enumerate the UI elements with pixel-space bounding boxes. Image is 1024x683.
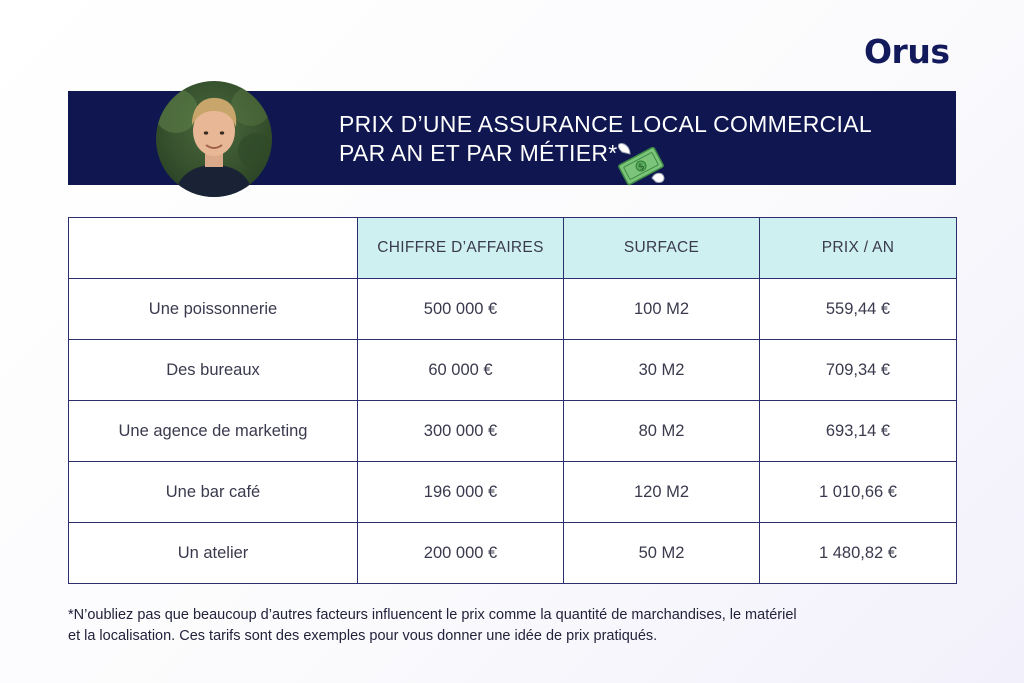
banner-title-line-1: PRIX D’UNE ASSURANCE LOCAL COMMERCIAL (339, 111, 872, 137)
surface-cell: 120 M2 (564, 462, 760, 523)
table-row (69, 279, 957, 340)
metier-cell: Une poissonnerie (69, 279, 358, 340)
price-table (68, 217, 957, 584)
prix-cell: 709,34 € (760, 340, 957, 401)
banner-title-line-2: PAR AN ET PAR MÉTIER* (339, 140, 618, 166)
metier-cell: Une bar café (69, 462, 358, 523)
person-avatar (156, 81, 272, 197)
money-with-wings-icon (616, 142, 666, 188)
prix-cell: 1 010,66 € (760, 462, 957, 523)
table-row (69, 401, 957, 462)
chiffre-cell: 500 000 € (358, 279, 564, 340)
header-cell-prix: PRIX / AN (760, 218, 957, 279)
orus-logo: Orus (864, 32, 950, 71)
footnote-line-2: et la localisation. Ces tarifs sont des exemples pour vous donner une idée de prix pratiqués. (68, 628, 658, 644)
table-header-row (69, 218, 957, 279)
footnote-line-1: *N’oubliez pas que beaucoup d’autres facteurs influencent le prix comme la quantité de marchandises, le matériel (68, 607, 797, 623)
surface-cell: 30 M2 (564, 340, 760, 401)
table-row (69, 462, 957, 523)
metier-cell: Des bureaux (69, 340, 358, 401)
chiffre-cell: 60 000 € (358, 340, 564, 401)
table-row (69, 523, 957, 584)
surface-cell: 80 M2 (564, 401, 760, 462)
header-cell-surface: SURFACE (564, 218, 760, 279)
header-cell-chiffre: CHIFFRE D’AFFAIRES (358, 218, 564, 279)
chiffre-cell: 200 000 € (358, 523, 564, 584)
prix-cell: 693,14 € (760, 401, 957, 462)
svg-text:$: $ (636, 161, 647, 174)
chiffre-cell: 300 000 € (358, 401, 564, 462)
footnote (68, 605, 948, 647)
prix-cell: 559,44 € (760, 279, 957, 340)
chiffre-cell: 196 000 € (358, 462, 564, 523)
table-row (69, 340, 957, 401)
surface-cell: 100 M2 (564, 279, 760, 340)
prix-cell: 1 480,82 € (760, 523, 957, 584)
metier-cell: Une agence de marketing (69, 401, 358, 462)
surface-cell: 50 M2 (564, 523, 760, 584)
header-cell-metier (69, 218, 358, 279)
metier-cell: Un atelier (69, 523, 358, 584)
